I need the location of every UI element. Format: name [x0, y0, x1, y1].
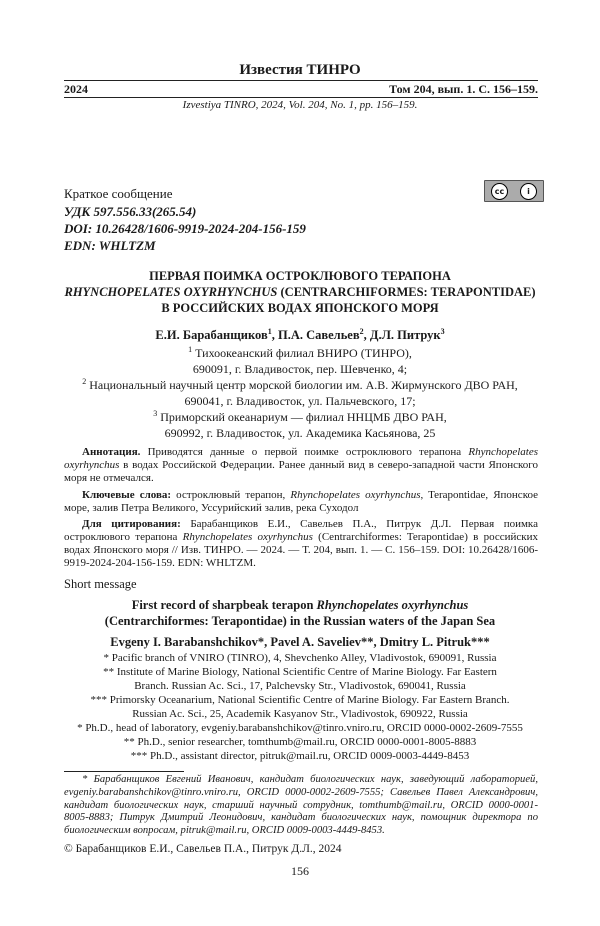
author-3-sup: 3: [440, 326, 445, 336]
aff-3-line1: Приморский океанариум — филиал ННЦМБ ДВО РАН,: [160, 410, 447, 424]
affiliation-ru-2-address: 690041, г. Владивосток, ул. Пальчевского, 17;: [184, 394, 416, 408]
journal-title: Известия ТИНРО: [239, 62, 361, 78]
footnote: * Барабанщиков Евгений Иванович, кандидат биологических наук, заведующий лабораторией, evgeniy.barabanshchikov@tinro.vniro.ru, ORCID 0000-0002-2609-7555; Савельев Павел Александрович, кандидат биологических наук, старший научный сотрудник, tomthumb@mail.ru, ORCID 0000-0001-8005-8883; Питрук Дмитрий Леонидович, кандидат биологических наук, помощник директора по биологическим вопросам, pitruk@mail.ru, ORCID 0009-0003-4449-8453.: [64, 774, 538, 837]
short-message-label: Short message: [64, 577, 137, 591]
affiliation-ru-3-address: 690992, г. Владивосток, ул. Академика Касьянова, 25: [164, 426, 436, 440]
keywords-label: Ключевые слова:: [82, 489, 172, 501]
title-en-line1: [0, 597, 600, 613]
issue-year: 2024: [64, 82, 88, 96]
affiliation-en-3-cont: Russian Ac. Sci., 25, Academik Kasyanov Str., Vladivostok, 690922, Russia: [132, 708, 468, 720]
cc-icon: cc: [491, 183, 508, 200]
keywords-text-1: остроклювый терапон,: [171, 489, 291, 501]
affiliation-ru-1-address: 690091, г. Владивосток, пер. Шевченко, 4;: [192, 362, 408, 376]
article-type: Краткое сообщение: [64, 186, 173, 201]
header-rule-bottom: [64, 97, 538, 98]
author-2-sup: 2: [359, 326, 364, 336]
keywords-species: Rhynchopelates oxyrhynchus: [290, 489, 421, 501]
keywords-text-2: , Terapontidae, Японское море, залив Петра Великого, Уссурийский залив, река Суходол: [64, 489, 538, 514]
aff-3-sup: 3: [153, 409, 158, 418]
abstract-species: Rhynchopelates oxyrhynchus: [64, 446, 538, 471]
title-ru-line3: В РОССИЙСКИХ ВОДАХ ЯПОНСКОГО МОРЯ: [161, 301, 439, 315]
edn: EDN: WHLTZM: [64, 238, 156, 253]
affiliation-ru-2: [0, 378, 600, 394]
affiliation-en-2-cont: Branch. Russian Ac. Sci., 17, Palchevsky Str., Vladivostok, 690041, Russia: [134, 680, 466, 692]
authors-ru: Е.И. Барабанщиков$^1$, П.А. Савельев$^2$, Д.Л. Питрук$^3$: [155, 326, 445, 342]
title-en-line2: (Centrarchiformes: Terapontidae) in the Russian waters of the Japan Sea: [104, 614, 496, 628]
author-en-1-info: * Ph.D., head of laboratory, evgeniy.barabanshchikov@tinro.vniro.ru, ORCID 0000-0002-2609-7555: [77, 722, 523, 734]
author-en-2-info: ** Ph.D., senior researcher, tomthumb@mail.ru, ORCID 0000-0001-8005-8883: [123, 736, 477, 748]
citation: [64, 518, 538, 570]
affiliation-en-3: *** Primorsky Oceanarium, National Scientific Centre of Marine Biology. Far Eastern Branch.: [90, 694, 510, 706]
affiliation-ru-1: [0, 346, 600, 362]
author-1: Е.И. Барабанщиков: [155, 328, 268, 342]
issue-volume: Том 204, вып. 1. С. 156–159.: [389, 82, 538, 96]
affiliation-en-2: ** Institute of Marine Biology, National Scientific Centre of Marine Biology. Far Eastern: [103, 666, 497, 678]
page-number: 156: [291, 864, 309, 878]
footnote-rule: [64, 771, 184, 772]
author-en-3-info: *** Ph.D., assistant director, pitruk@mail.ru, ORCID 0009-0003-4449-8453: [130, 750, 470, 762]
author-2: П.А. Савельев: [277, 328, 360, 342]
keywords: [64, 489, 538, 515]
title-ru-line1: ПЕРВАЯ ПОИМКА ОСТРОКЛЮВОГО ТЕРАПОНА: [149, 269, 451, 283]
citation-text-2: (Centrarchiformes: Terapontidae) в российских водах Японского моря // Изв. ТИНРО. — 2024. — Т. 204, вып. 1. — С. 156–159. DOI: 10.26428/1606-9919-2024-204-156-159. EDN: WHLTZM.: [64, 531, 538, 569]
title-en-pre: First record of sharpbeak terapon: [131, 598, 317, 612]
copyright: © Барабанщиков Е.И., Савельев П.А., Питрук Д.Л., 2024: [64, 843, 342, 855]
aff-2-sup: 2: [82, 377, 87, 386]
aff-1-line1: Тихоокеанский филиал ВНИРО (ТИНРО),: [195, 346, 412, 360]
author-3: Д.Л. Питрук: [369, 328, 441, 342]
abstract-label: Аннотация.: [82, 446, 141, 458]
aff-2-line1: Национальный научный центр морской биологии им. А.В. Жирмунского ДВО РАН,: [89, 378, 518, 392]
title-ru-species: RHYNCHOPELATES OXYRHYNCHUS: [64, 285, 278, 299]
title-ru-taxon: (CENTRARCHIFORMES: TERAPONTIDAE): [277, 285, 536, 299]
doi: DOI: 10.26428/1606-9919-2024-204-156-159: [64, 221, 306, 236]
abstract: [64, 446, 538, 485]
affiliation-ru-3: [0, 410, 600, 426]
english-citation: Izvestiya TINRO, 2024, Vol. 204, No. 1, pp. 156–159.: [182, 99, 418, 111]
title-ru-line2: [0, 284, 600, 300]
title-en-species: Rhynchopelates oxyrhynchus: [316, 598, 469, 612]
by-icon: i: [520, 183, 537, 200]
citation-label: Для цитирования:: [82, 518, 181, 530]
citation-species: Rhynchopelates oxyrhynchus: [182, 531, 313, 543]
author-1-sup: 1: [267, 326, 272, 336]
header-rule-top: [64, 80, 538, 81]
affiliation-en-1: * Pacific branch of VNIRO (TINRO), 4, Shevchenko Alley, Vladivostok, 690091, Russia: [103, 652, 497, 664]
abstract-text-1: Приводятся данные о первой поимке остроклювого терапона: [140, 446, 469, 458]
udk: УДК 597.556.33(265.54): [64, 204, 197, 219]
license-badge[interactable]: [484, 180, 544, 202]
citation-text-1: Барабанщиков Е.И., Савельев П.А., Питрук Д.Л. Первая поимка остроклювого терапона: [64, 518, 538, 543]
aff-1-sup: 1: [188, 345, 193, 354]
abstract-text-2: в водах Российской Федерации. Ранее данный вид в северо-западной части Японского моря не отмечался.: [64, 459, 538, 484]
authors-en: Evgeny I. Barabanshchikov*, Pavel A. Saveliev**, Dmitry L. Pitruk***: [110, 635, 490, 649]
